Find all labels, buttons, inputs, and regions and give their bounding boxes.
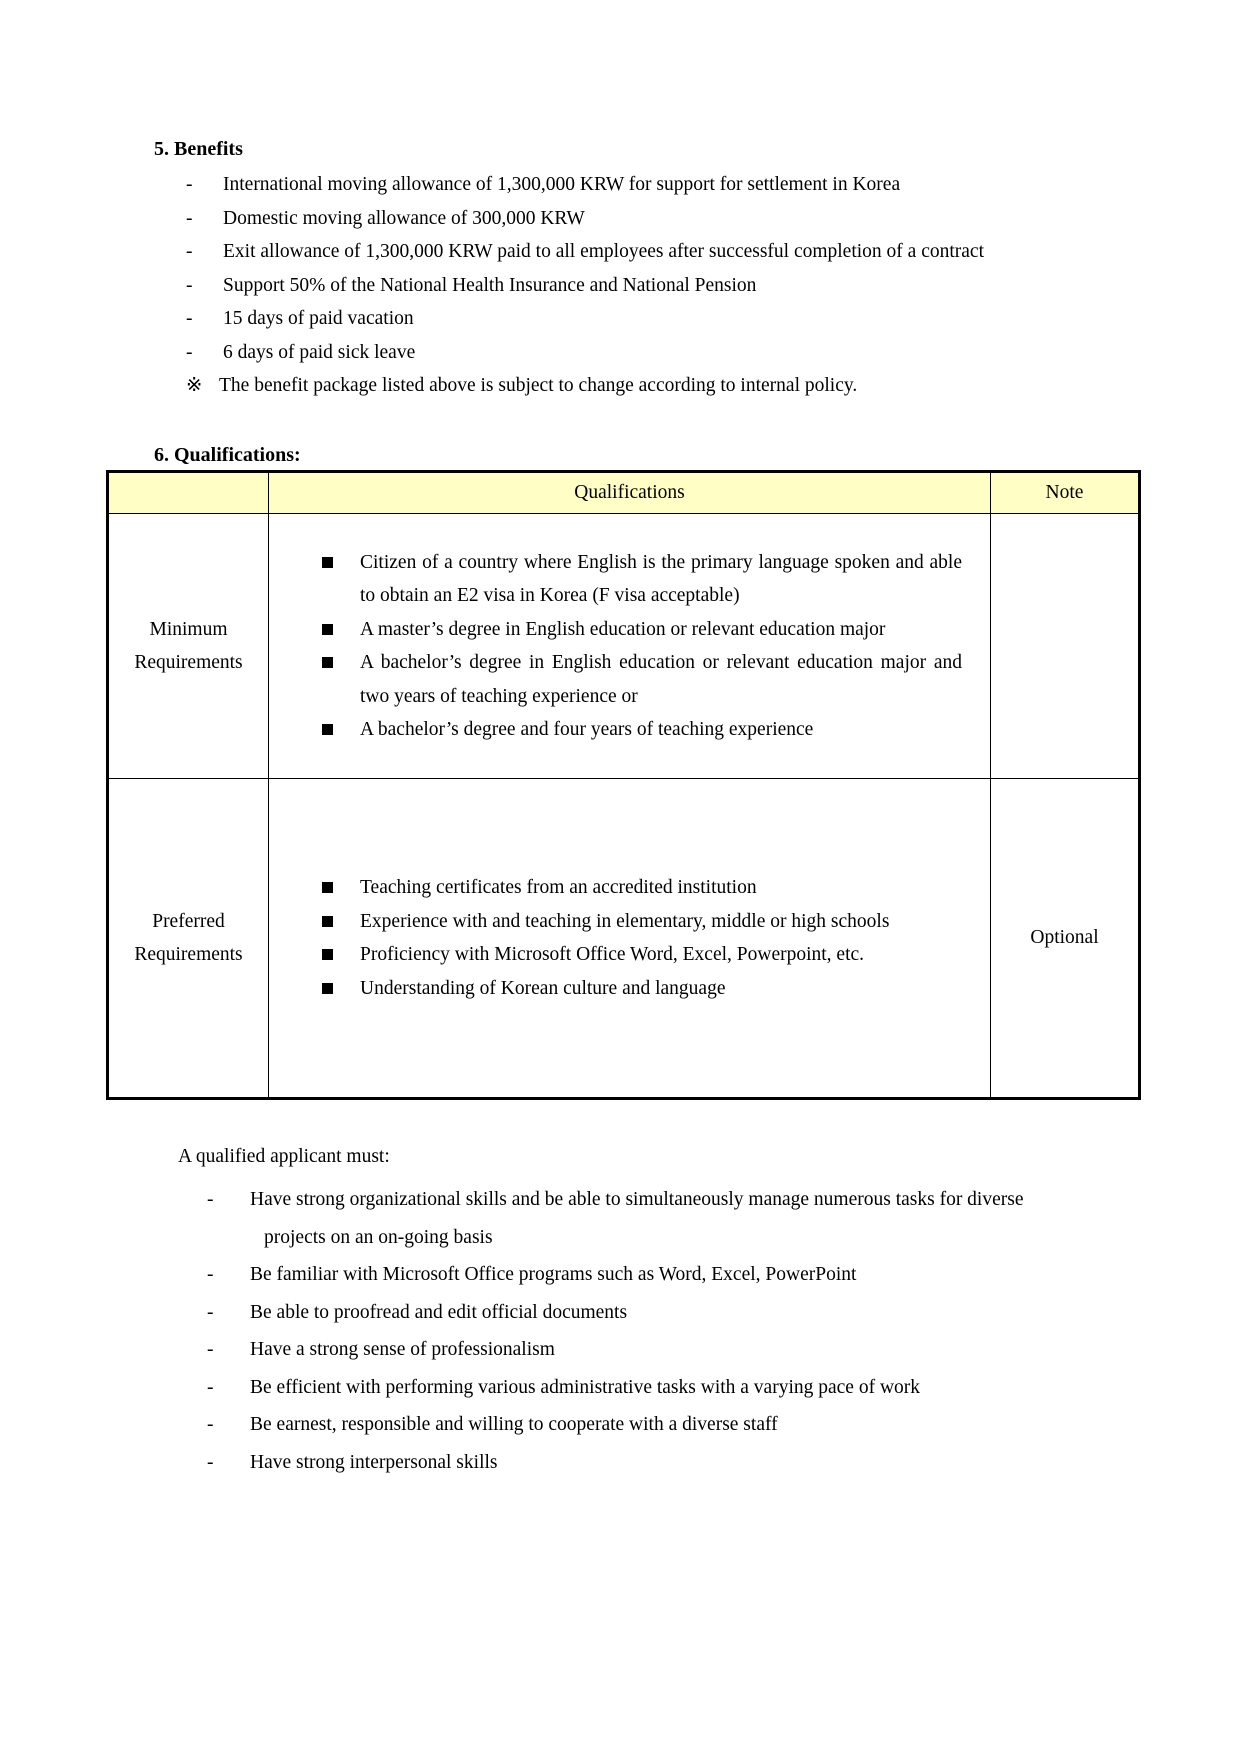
qualification-item-text: A master’s degree in English education or relevant education major (360, 618, 886, 640)
minimum-requirements-label (108, 514, 269, 779)
qualifications-table (106, 470, 1141, 1100)
table-corner-cell (108, 472, 269, 514)
dash-marker: - (207, 1301, 214, 1323)
applicant-item (178, 1369, 1188, 1407)
applicant-item-text: Be familiar with Microsoft Office programs such as Word, Excel, PowerPoint (250, 1264, 857, 1285)
qualification-item (322, 546, 962, 613)
applicant-item (178, 1406, 1188, 1444)
table-header-row (108, 472, 1140, 514)
preferred-requirements-cell (269, 779, 991, 1099)
benefits-note-text: The benefit package listed above is subject to change according to internal policy. (219, 375, 858, 396)
dash-marker: - (186, 308, 193, 329)
qualification-item-text: Experience with and teaching in elementary, middle or high schools (360, 910, 890, 932)
benefits-heading: 5. Benefits (154, 138, 243, 160)
applicant-item-text: Be earnest, responsible and willing to cooperate with a diverse staff (250, 1414, 778, 1435)
applicant-item (178, 1331, 1188, 1369)
benefits-item (186, 336, 1186, 370)
note-column-header: Note (991, 472, 1140, 514)
dash-marker: - (186, 341, 193, 363)
dash-marker: - (186, 241, 193, 262)
square-bullet-icon (322, 972, 360, 1006)
benefits-item-text: Support 50% of the National Health Insurance and National Pension (223, 274, 757, 296)
applicant-item (178, 1294, 1188, 1332)
qualification-item (322, 713, 962, 747)
qualification-item-text: Proficiency with Microsoft Office Word, Excel, Powerpoint, etc. (360, 944, 865, 965)
square-bullet-icon (322, 713, 360, 747)
reference-mark-icon: ※ (186, 375, 203, 396)
qualifications-column-header: Qualifications (269, 472, 991, 514)
applicant-item (178, 1444, 1188, 1482)
applicant-list (178, 1181, 1188, 1481)
qualification-item (322, 938, 962, 972)
preferred-requirements-row (108, 779, 1140, 1099)
square-bullet-icon (322, 613, 360, 647)
benefits-list (186, 168, 1186, 403)
qualifications-heading: 6. Qualifications: (154, 444, 301, 466)
applicant-item (178, 1256, 1188, 1294)
row-label-line: Requirements (134, 652, 243, 673)
benefits-item (186, 269, 1186, 303)
dash-marker: - (207, 1264, 214, 1285)
square-bullet-icon (322, 871, 360, 905)
preferred-requirements-label (108, 779, 269, 1099)
dash-marker: - (207, 1451, 214, 1473)
dash-marker: - (207, 1189, 214, 1210)
applicant-item-text: Have strong interpersonal skills (250, 1451, 498, 1473)
benefits-note (186, 369, 1186, 403)
dash-marker: - (186, 274, 193, 296)
benefits-item-text: Exit allowance of 1,300,000 KRW paid to all employees after successful completion of a contract (223, 241, 984, 262)
row-label-line: Requirements (134, 944, 243, 965)
row-label-line: Minimum (149, 618, 228, 640)
applicant-item (178, 1181, 1188, 1256)
applicant-section (178, 1140, 1188, 1481)
qualification-item-text: Citizen of a country where English is the primary language spoken and able to obtain an E2 visa in Korea (F visa acceptable) (360, 551, 962, 606)
dash-marker: - (207, 1376, 214, 1398)
applicant-item-text: Have strong organizational skills and be able to simultaneously manage numerous tasks for diverse projects on an on-going basis (250, 1189, 1024, 1248)
benefits-item (186, 202, 1186, 236)
qualification-item (322, 905, 962, 939)
qualification-item (322, 646, 962, 713)
applicant-item-text: Have a strong sense of professionalism (250, 1339, 555, 1360)
applicant-item-text: Be efficient with performing various administrative tasks with a varying pace of work (250, 1376, 921, 1398)
square-bullet-icon (322, 938, 360, 972)
qualification-item (322, 871, 962, 905)
minimum-requirements-cell (269, 514, 991, 779)
dash-marker: - (207, 1414, 214, 1435)
square-bullet-icon (322, 905, 360, 939)
qualification-item (322, 613, 962, 647)
benefits-item (186, 235, 1186, 269)
applicant-item-text: Be able to proofread and edit official documents (250, 1301, 628, 1323)
minimum-requirements-note (991, 514, 1140, 779)
benefits-item-text: 6 days of paid sick leave (223, 341, 416, 363)
minimum-requirements-row (108, 514, 1140, 779)
dash-marker: - (186, 174, 193, 195)
preferred-requirements-note: Optional (991, 779, 1140, 1099)
qualification-item-text: Understanding of Korean culture and language (360, 977, 726, 999)
row-label-line: Preferred (152, 910, 225, 932)
square-bullet-icon (322, 646, 360, 713)
applicant-heading: A qualified applicant must: (178, 1146, 390, 1167)
qualification-item-text: A bachelor’s degree and four years of teaching experience (360, 719, 814, 740)
benefits-item-text: International moving allowance of 1,300,000 KRW for support for settlement in Korea (223, 174, 901, 195)
dash-marker: - (207, 1339, 214, 1360)
benefits-item (186, 168, 1186, 202)
benefits-item-text: Domestic moving allowance of 300,000 KRW (223, 207, 585, 229)
square-bullet-icon (322, 546, 360, 613)
qualification-item (322, 972, 962, 1006)
dash-marker: - (186, 207, 193, 229)
benefits-item-text: 15 days of paid vacation (223, 308, 414, 329)
benefits-item (186, 302, 1186, 336)
qualification-item-text: Teaching certificates from an accredited institution (360, 877, 757, 898)
qualification-item-text: A bachelor’s degree in English education or relevant education major and two years of teaching experience or (360, 652, 962, 707)
